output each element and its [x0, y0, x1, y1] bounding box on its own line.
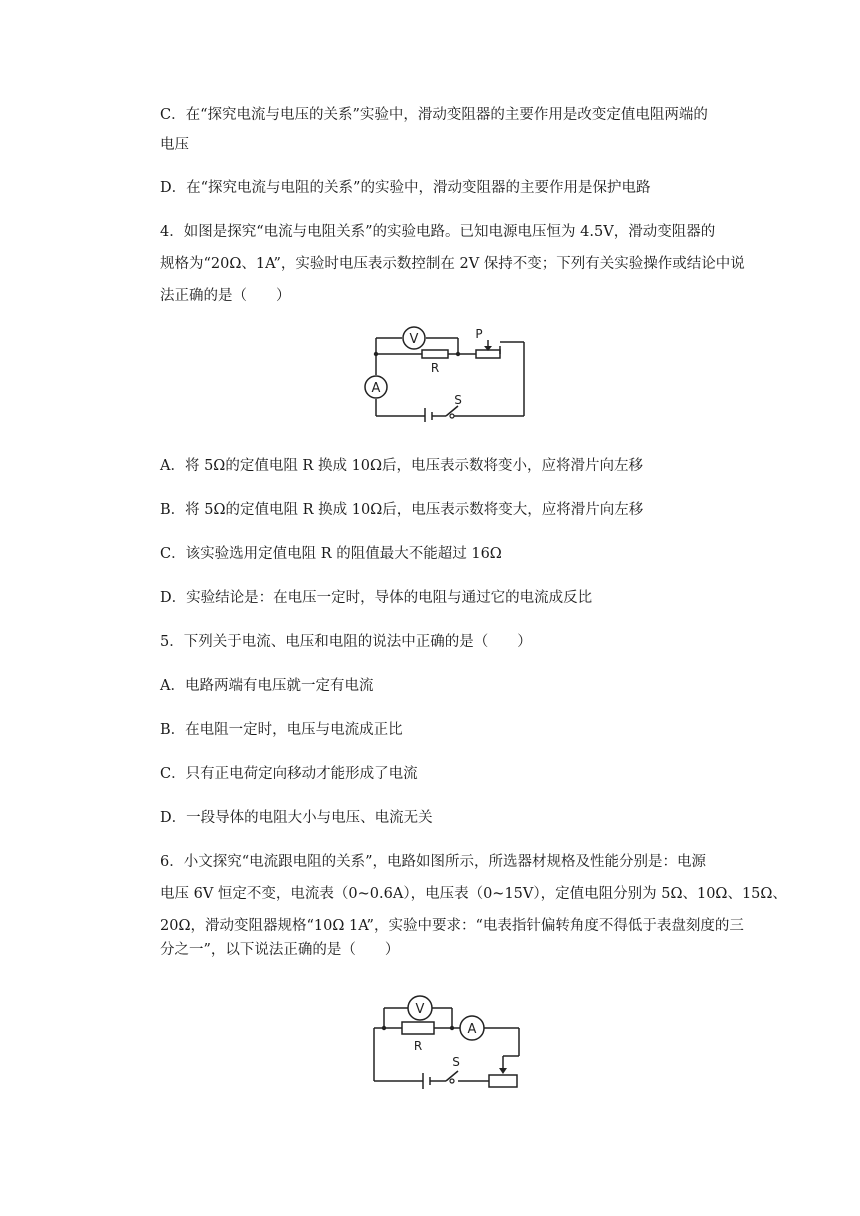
slider-label: P: [475, 327, 483, 341]
ammeter-symbol: [460, 1016, 484, 1040]
junction-dot: [382, 1026, 386, 1030]
q3-option-c-line1: C．在“探究电流与电压的关系”实验中，滑动变阻器的主要作用是改变定值电阻两端的: [160, 107, 708, 123]
q5-option-a: A．电路两端有电压就一定有电流: [160, 678, 374, 694]
voltmeter-symbol: [403, 327, 425, 349]
q6-stem-line4: 分之一”，以下说法正确的是（ ）: [160, 942, 400, 958]
q5-option-d: D．一段导体的电阻大小与电压、电流无关: [160, 810, 433, 826]
junction-dot: [374, 352, 378, 356]
q5-option-b: B．在电阻一定时，电压与电流成正比: [160, 722, 403, 738]
q4-option-d: D．实验结论是：在电压一定时，导体的电阻与通过它的电流成反比: [160, 590, 593, 606]
q6-stem-line3: 20Ω，滑动变阻器规格“10Ω 1A”，实验中要求：“电表指针偏转角度不得低于表盘刻度的三: [160, 918, 744, 934]
q4-stem-line3: 法正确的是（ ）: [160, 288, 291, 304]
q3-option-d: D．在“探究电流与电阻的关系”的实验中，滑动变阻器的主要作用是保护电路: [160, 180, 651, 196]
resistor-label: R: [430, 361, 440, 375]
q4-option-c: C．该实验选用定值电阻 R 的阻值最大不能超过 16Ω: [160, 546, 502, 562]
q4-stem-line2: 规格为“20Ω、1A”，实验时电压表示数控制在 2V 保持不变；下列有关实验操作或结论中说: [160, 256, 745, 272]
q5-stem: 5．下列关于电流、电压和电阻的说法中正确的是（ ）: [160, 634, 532, 650]
switch-label: S: [454, 393, 462, 407]
voltmeter-symbol: [408, 996, 432, 1020]
svg-text:A: A: [371, 381, 381, 396]
svg-text:V: V: [409, 332, 419, 347]
svg-text:V: V: [415, 1002, 425, 1017]
q6-circuit-diagram: [362, 982, 532, 1094]
q3-option-c-line2: 电压: [160, 137, 189, 153]
switch-label: S: [452, 1055, 460, 1069]
q4-stem-line1: 4．如图是探究“电流与电阻关系”的实验电路。已知电源电压恒为 4.5V，滑动变阻器的: [160, 224, 716, 240]
q4-option-b: B．将 5Ω的定值电阻 R 换成 10Ω后，电压表示数将变大，应将滑片向左移: [160, 502, 644, 518]
q4-option-a: A．将 5Ω的定值电阻 R 换成 10Ω后，电压表示数将变小，应将滑片向左移: [160, 458, 644, 474]
svg-text:A: A: [467, 1022, 477, 1037]
q6-stem-line1: 6．小文探究“电流跟电阻的关系”，电路如图所示，所选器材规格及性能分别是：电源: [160, 854, 707, 870]
q5-option-c: C．只有正电荷定向移动才能形成了电流: [160, 766, 418, 782]
junction-dot: [456, 352, 460, 356]
ammeter-symbol: [365, 376, 387, 398]
q4-circuit-diagram: [362, 322, 532, 422]
q6-stem-line2: 电压 6V 恒定不变，电流表（0~0.6A），电压表（0~15V），定值电阻分别为 5Ω、10Ω、15Ω、: [160, 886, 787, 902]
resistor-label: R: [413, 1039, 423, 1053]
junction-dot: [450, 1026, 454, 1030]
